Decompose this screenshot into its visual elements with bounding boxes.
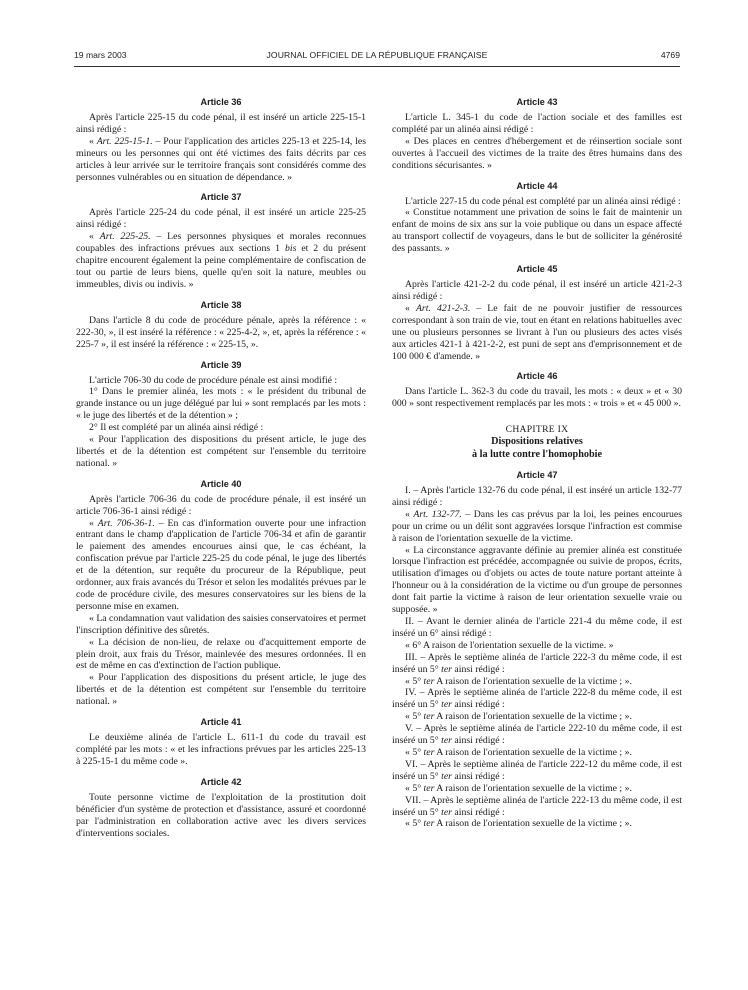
article-36-p1: Après l'article 225-15 du code pénal, il est inséré un article 225-15-1 ainsi rédigé : [76,112,366,135]
article-47-p3: « La circonstance aggravante définie au premier alinéa est constituée lorsque l'infraction est précédée, accompagnée ou suivie de propos, écrits, utilisation d'images ou d'objets ou actes de toute nature portant atteinte à l'honneur ou à la considération de la victime ou d'un groupe de personnes dont fait partie la victime à raison de leur orientation sexuelle vraie ou supposée. » [392,544,682,616]
article-47-p9: « 5° ter A raison de l'orientation sexuelle de la victime ; ». [405,711,632,723]
article-43-p1: L'article L. 345-1 du code de l'action sociale et des familles est complété par un alinéa ainsi rédigé : [392,112,682,135]
article-47-p12: VI. – Après le septième alinéa de l'article 222-12 du même code, il est inséré un 5° ter ainsi rédigé : [392,758,682,782]
article-44-title: Article 44 [516,180,558,191]
article-ref: Art. 421-2-3. [415,302,471,314]
article-47-p7: « 5° ter A raison de l'orientation sexuelle de la victime ; ». [405,675,632,687]
article-44-p1: L'article 227-15 du code pénal est complété par un alinéa ainsi rédigé : [405,195,681,207]
article-39-p3: 2° Il est complété par un alinéa ainsi rédigé : [89,422,264,434]
article-39-title: Article 39 [200,359,242,370]
article-39-p4: « Pour l'application des dispositions du présent article, le juge des libertés et de la détention est compétent sur l'ensemble du territoire national. » [76,434,366,469]
article-47-p14: VII. – Après le septième alinéa de l'article 222-13 du même code, il est inséré un 5° ter ainsi rédigé : [392,794,682,818]
article-47-p15: « 5° ter A raison de l'orientation sexuelle de la victime ; ». [405,818,632,830]
article-40-p5: « Pour l'application des dispositions du présent article, le juge des libertés et de la détention est compétent sur l'ensemble du territoire national. » [76,672,366,708]
article-45-p1: Après l'article 421-2-2 du code pénal, il est inséré un article 421-2-3 ainsi rédigé : [392,279,682,302]
article-44-p2: « Constitue notamment une privation de soins le fait de maintenir un enfant de moins de six ans sur la voie publique ou dans un espace affecté au transport collectif de voyageurs, dans le but de solliciter la générosité des passants. » [392,207,682,255]
article-45-title: Article 45 [516,264,558,275]
article-38-p1: Dans l'article 8 du code de procédure pénale, après la référence : « 222-30, », il est inséré la référence : « 225-4-2, », et, après la référence : « 225-7 », il est inséré la référence : « 225-15, ». [76,314,366,350]
article-38-title: Article 38 [200,299,242,310]
article-37-p1: Après l'article 225-24 du code pénal, il est inséré un article 225-25 ainsi rédigé : [76,207,366,231]
journal-title: JOURNAL OFFICIEL DE LA RÉPUBLIQUE FRANÇAISE [266,50,488,60]
article-46-p1: Dans l'article L. 362-3 du code du travail, les mots : « deux » et « 30 000 » sont respectivement remplacés par les mots : « trois » et « 45 000 ». [392,386,682,410]
article-43-title: Article 43 [516,97,558,107]
article-40-p2: « Art. 706-36-1. – En cas d'information ouverte pour une infraction entrant dans le champ d'application de l'article 706-34 et afin de garantir le paiement des amendes encourues ainsi que, le cas échéant, la confiscation prévue par l'article 225-25 du code pénal, le juge des libertés et de la détention, sur requête du procureur de la République, peut ordonner, aux frais avancés du Trésor et selon les modalités prévues par le code de procédure civile, des mesures conservatoires sur les biens de la personne mise en examen. [76,517,367,612]
article-40-title: Article 40 [200,478,242,489]
header-rule [74,66,680,67]
article-47-p2: « Art. 132-77. – Dans les cas prévus par la loi, les peines encourues pour un crime ou un délit sont aggravées lorsque l'infraction est commise à raison de l'orientation sexuelle de la victime. [392,508,682,544]
article-46-title: Article 46 [516,371,558,382]
article-37-p2: « Art. 225-25. – Les personnes physiques et morales reconnues coupables des infractions prévues aux sections 1 bis et 2 du présent chapitre encourent également la peine complémentaire de confiscation de tout ou partie de leurs biens, quelle qu'en soit la nature, meubles ou immeubles, divis ou indivis. » [76,231,366,290]
article-42-p1: Toute personne victime de l'exploitation de la prostitution doit bénéficier d'un système de protection et d'assistance, assuré et coordonné par l'administration en collaboration active avec les divers services d'interventions sociales. [76,791,366,839]
article-40-p4: « La décision de non-lieu, de relaxe ou d'acquittement emporte de plein droit, aux frais du Trésor, mainlevée des mesures ordonnées. Il en est de même en cas d'extinction de l'action publique. [76,636,366,672]
page-header [74,50,680,64]
article-40-p3: « La condamnation vaut validation des saisies conservatoires et permet l'inscription définitive des sûretés. [76,612,366,636]
article-41-title: Article 41 [200,717,242,728]
article-47-p10: V. – Après le septième alinéa de l'article 222-10 du même code, il est inséré un 5° ter ainsi rédigé : [392,723,682,747]
chapter-title-line-1: Dispositions relatives [491,436,583,448]
article-40-p1: Après l'article 706-36 du code de procédure pénale, il est inséré un article 706-36-1 ainsi rédigé : [76,493,366,517]
article-47-p8: IV. – Après le septième alinéa de l'article 222-8 du même code, il est inséré un 5° ter ainsi rédigé : [392,687,682,711]
article-47-p6: III. – Après le septième alinéa de l'article 222-3 du même code, il est inséré un 5° ter ainsi rédigé : [392,651,682,675]
article-ref: Art. 225-25. [99,231,151,243]
article-47-title: Article 47 [516,470,558,481]
article-36-title: Article 36 [200,97,242,107]
article-45-p2: « Art. 421-2-3. – Le fait de ne pouvoir justifier de ressources correspondant à son train de vie, tout en étant en relations habituelles avec une ou plusieurs personnes se livrant à l'un ou plusieurs des actes visés aux articles 421-1 à 421-2-2, est puni de sept ans d'emprisonnement et de 100 000 € d'amende. » [392,302,683,362]
article-41-p1: Le deuxième alinéa de l'article L. 611-1 du code du travail est complété par les mots : « et les infractions prévues par les articles 225-13 à 225-15-1 du même code ». [76,732,366,767]
article-36-p2: « Art. 225-15-1. – Pour l'application des articles 225-13 et 225-14, les mineurs ou les personnes qui ont été victimes des faits décrits par ces articles à leur arrivée sur le territoire français sont considérés comme des personnes vulnérables ou en situation de dépendance. » [76,135,366,183]
page-number: 4769 [660,50,680,60]
article-39-p1: L'article 706-30 du code de procédure pénale est ainsi modifié : [89,374,338,386]
left-column [76,96,366,839]
article-42-title: Article 42 [200,776,242,787]
article-39-p2: 1° Dans le premier alinéa, les mots : « le président du tribunal de grande instance ou un juge délégué par lui » sont remplacés par les mots : « le juge des libertés et de la détention » ; [76,386,366,422]
header-date: 19 mars 2003 [74,50,127,60]
article-47-p13: « 5° ter A raison de l'orientation sexuelle de la victime ; ». [405,782,632,794]
chapter-title-line-2: à la lutte contre l'homophobie [472,448,602,460]
article-ref: Art. 132-77. [413,508,462,520]
article-47-p5: « 6° A raison de l'orientation sexuelle de la victime. » [405,639,614,651]
article-37-title: Article 37 [200,192,242,203]
article-ref: Art. 706-36-1. [97,517,155,529]
article-47-p1: I. – Après l'article 132-76 du code pénal, il est inséré un article 132-77 ainsi rédigé : [392,485,682,508]
article-ref: Art. 225-15-1. [96,135,153,147]
article-47-p4: II. – Avant le dernier alinéa de l'article 221-4 du même code, il est inséré un 6° ainsi rédigé : [392,616,682,639]
article-43-p2: « Des places en centres d'hébergement et de réinsertion sociale sont ouvertes à l'accueil des victimes de la traite des êtres humains dans des conditions sécurisantes. » [392,135,682,171]
article-47-p11: « 5° ter A raison de l'orientation sexuelle de la victime ; ». [405,746,632,758]
right-column [392,96,682,830]
chapter-heading: CHAPITRE IX [505,424,569,436]
